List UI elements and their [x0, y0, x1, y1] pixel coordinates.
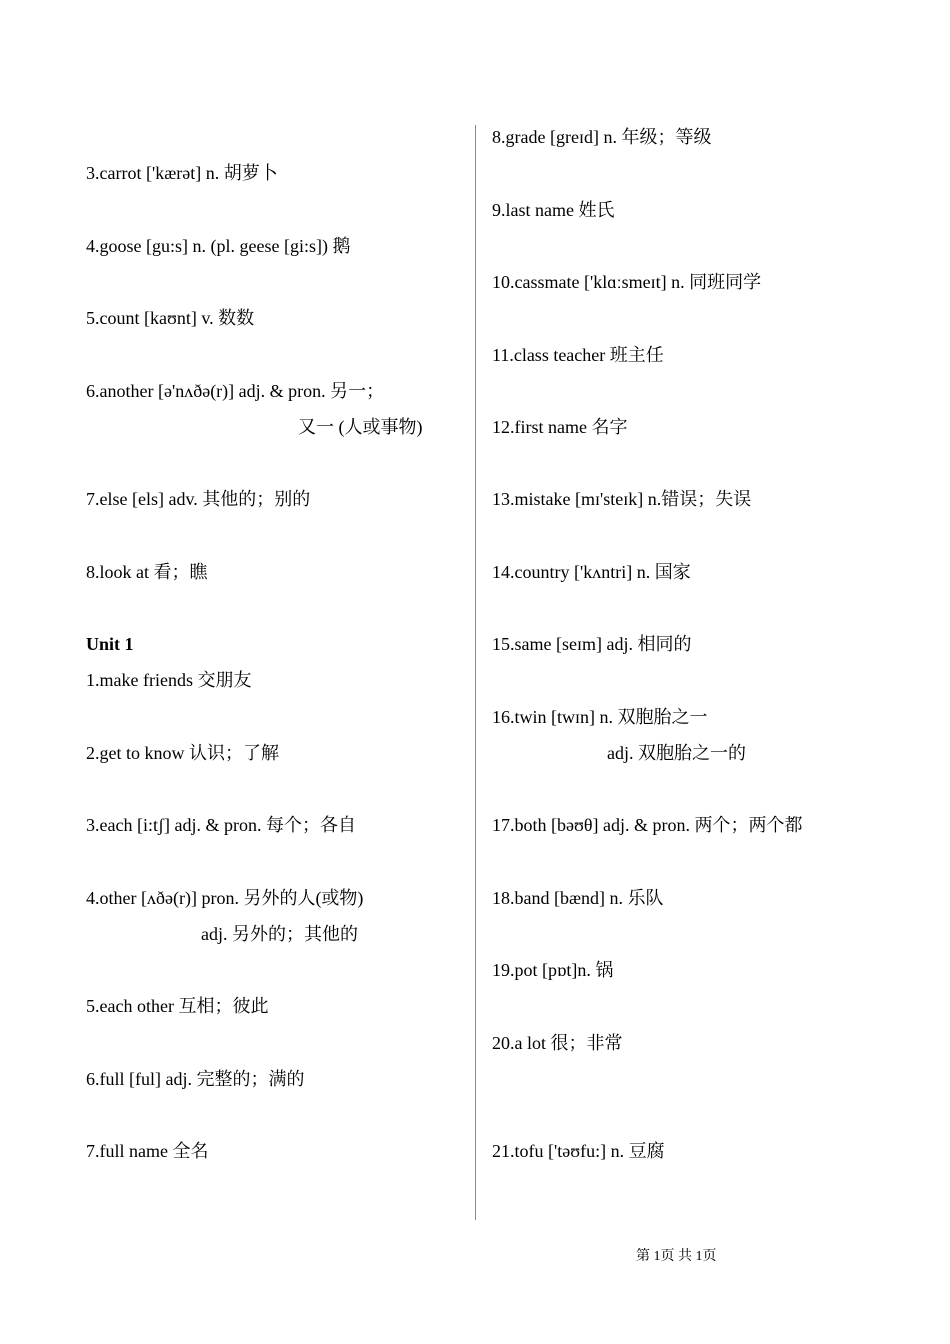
vocab-entry: 17.both [bəʊθ] adj. & pron. 两个；两个都 — [492, 815, 803, 835]
vocab-entry-continuation: adj. 双胞胎之一的 — [607, 743, 746, 763]
vocab-entry: 11.class teacher 班主任 — [492, 345, 664, 365]
vocab-entry: 1.make friends 交朋友 — [86, 670, 252, 690]
vocab-entry: 8.look at 看；瞧 — [86, 562, 208, 582]
vocab-entry: 3.carrot ['kærət] n. 胡萝卜 — [86, 163, 278, 183]
vocab-entry: 20.a lot 很；非常 — [492, 1033, 623, 1053]
vocab-entry: 7.full name 全名 — [86, 1141, 209, 1161]
vocab-entry: 3.each [i:tʃ] adj. & pron. 每个；各自 — [86, 815, 356, 835]
vocab-entry: 8.grade [greɪd] n. 年级；等级 — [492, 127, 712, 147]
unit-heading: Unit 1 — [86, 634, 134, 654]
vocab-entry: 16.twin [twɪn] n. 双胞胎之一 — [492, 707, 708, 727]
vocab-entry-continuation: 又一 (人或事物) — [298, 417, 423, 437]
vocab-entry: 4.goose [gu:s] n. (pl. geese [gi:s]) 鹅 — [86, 236, 351, 256]
page-number: 第 1页 共 1页 — [636, 1249, 717, 1264]
vocab-entry: 4.other [ʌðə(r)] pron. 另外的人(或物) — [86, 888, 364, 908]
vocab-entry: 15.same [seɪm] adj. 相同的 — [492, 634, 692, 654]
vocab-entry: 19.pot [pɒt]n. 锅 — [492, 960, 614, 980]
vocab-entry: 13.mistake [mɪ'steɪk] n.错误；失误 — [492, 489, 752, 509]
vocab-entry: 6.full [ful] adj. 完整的；满的 — [86, 1069, 305, 1089]
vocab-entry: 5.each other 互相；彼此 — [86, 996, 269, 1016]
vocab-entry: 12.first name 名字 — [492, 417, 628, 437]
vocab-entry: 2.get to know 认识；了解 — [86, 743, 279, 763]
vocab-entry: 9.last name 姓氏 — [492, 200, 615, 220]
vocab-entry: 5.count [kaʊnt] v. 数数 — [86, 308, 255, 328]
column-divider — [475, 125, 476, 1220]
vocab-entry: 10.cassmate ['klɑːsmeɪt] n. 同班同学 — [492, 272, 762, 292]
vocab-entry: 21.tofu ['təʊfu:] n. 豆腐 — [492, 1141, 665, 1161]
vocab-entry: 14.country ['kʌntri] n. 国家 — [492, 562, 691, 582]
vocab-entry: 7.else [els] adv. 其他的；别的 — [86, 489, 311, 509]
vocab-entry: 18.band [bænd] n. 乐队 — [492, 888, 664, 908]
vocab-entry: 6.another [ə'nʌðə(r)] adj. & pron. 另一； — [86, 381, 385, 401]
vocab-entry-continuation: adj. 另外的；其他的 — [201, 924, 358, 944]
